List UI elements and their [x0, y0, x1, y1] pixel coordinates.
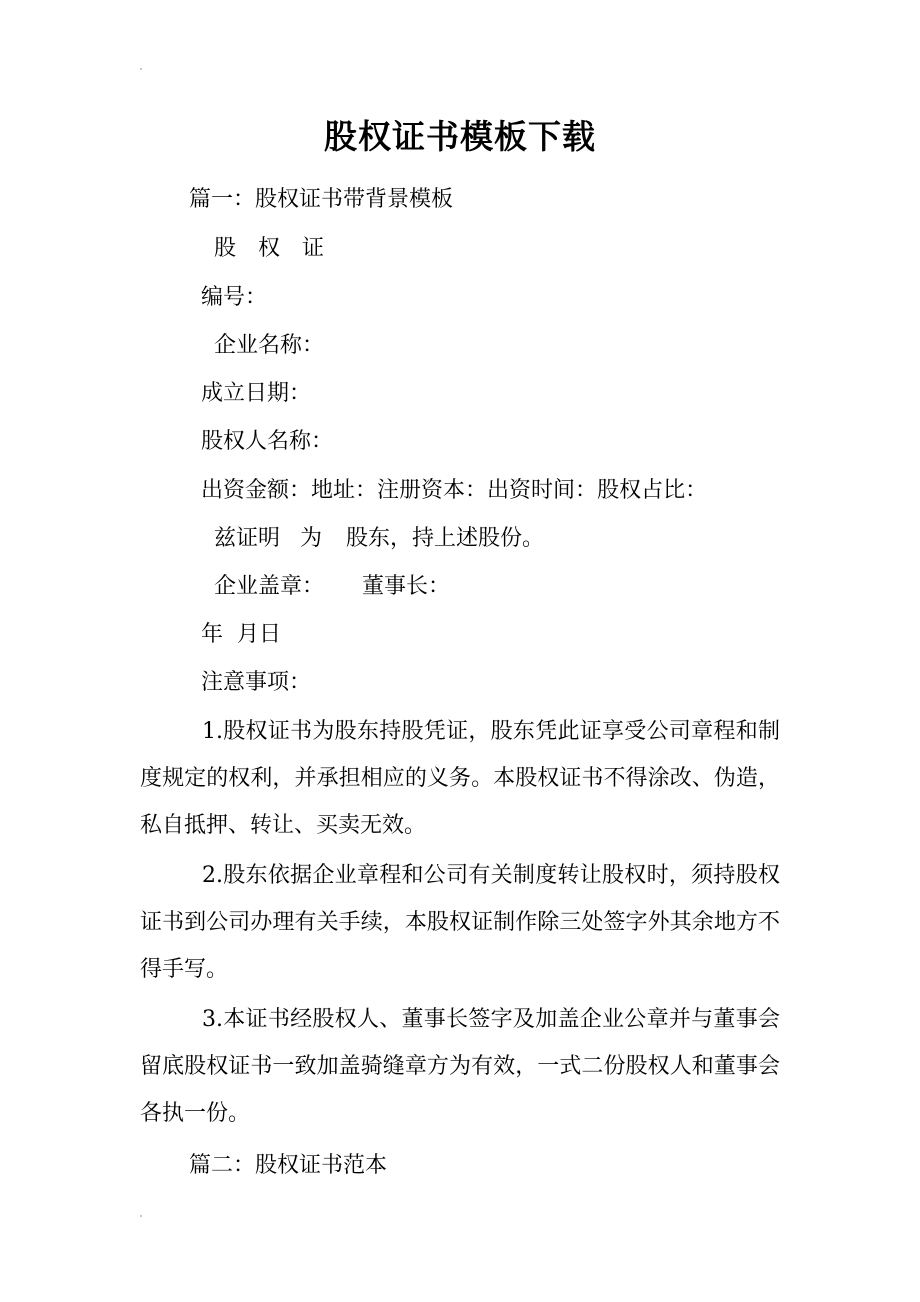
certificate-heading [214, 234, 324, 264]
note-3-text: 3.本证书经股权人、董事长签字及加盖企业公章并与董事会留底股权证书一致加盖骑缝章方为有效，一式二份股权人和董事会各执一份。 [140, 1007, 780, 1126]
equity-ratio-label: 股权占比： [597, 478, 708, 503]
certify-as: 为 [300, 526, 323, 551]
founded-date-label: 成立日期： [201, 381, 312, 406]
capital-time-label: 出资时间： [487, 478, 598, 503]
fields-row [201, 476, 707, 506]
corner-mark-top [140, 68, 142, 70]
note-paragraph-3 [140, 996, 780, 1137]
serial-number-label: 编号： [201, 285, 268, 310]
date-line [201, 620, 281, 650]
certificate-heading-char-1: 股 [214, 236, 237, 261]
company-name-label: 企业名称： [214, 333, 325, 358]
note-1-text: 1.股权证书为股东持股凭证，股东凭此证享受公司章程和制度规定的权利，并承担相应的义务。本股权证书不得涂改、伪造，私自抵押、转让、买卖无效。 [140, 719, 780, 838]
certify-prefix: 兹证明 [214, 526, 281, 551]
document-title: 股权证书模板下载 [324, 117, 596, 156]
date-month-day: 月日 [237, 622, 282, 647]
notes-label: 注意事项： [201, 670, 312, 695]
certify-suffix: 股东，持上述股份。 [346, 526, 545, 551]
section-1-heading: 篇一：股权证书带背景模板 [189, 187, 454, 212]
section-2-heading: 篇二：股权证书范本 [189, 1153, 388, 1178]
address-label: 地址： [311, 478, 378, 503]
corner-mark-bottom [140, 1215, 142, 1217]
date-year: 年 [201, 622, 224, 647]
seal-line [214, 572, 450, 602]
certificate-heading-char-3: 证 [302, 236, 325, 261]
capital-amount-label: 出资金额： [201, 478, 312, 503]
note-2-text: 2.股东依据企业章程和公司有关制度转让股权时，须持股权证书到公司办理有关手续，本股权证制作除三处签字外其余地方不得手写。 [140, 863, 780, 982]
note-paragraph-1 [140, 708, 780, 849]
certificate-heading-char-2: 权 [258, 236, 281, 261]
certify-line [214, 524, 544, 554]
registered-capital-label: 注册资本： [377, 478, 488, 503]
note-paragraph-2 [140, 852, 780, 993]
holder-name-label: 股权人名称： [201, 429, 334, 454]
company-seal-label: 企业盖章： [214, 574, 325, 599]
chairman-label: 董事长： [362, 574, 451, 599]
